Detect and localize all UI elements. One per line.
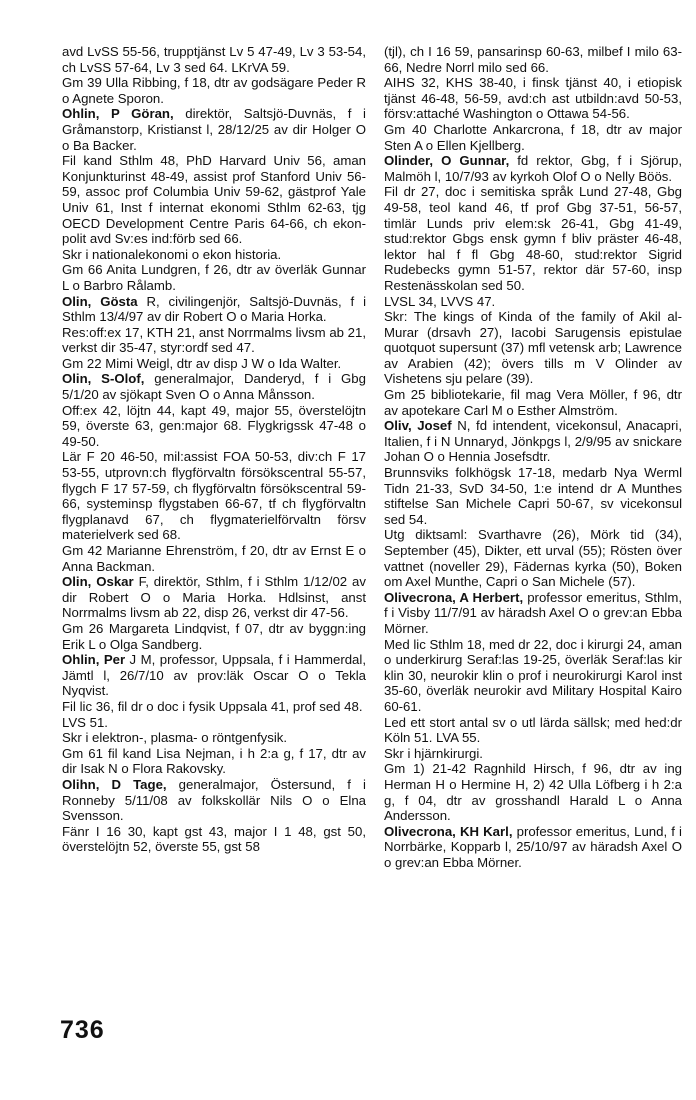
entry-text: Off:ex 42, löjtn 44, kapt 49, major 55, överstelöjtn 59, överste 63, gen:major 68. Flygkrigssk 47-48 o 49-50. (62, 402, 366, 449)
entry-text: Gm 22 Mimi Weigl, dtr av disp J W o Ida Walter. (62, 355, 342, 371)
entry-paragraph (384, 590, 682, 637)
entry-text: Gm 39 Ulla Ribbing, f 18, dtr av godsägare Peder R o Agnete Sporon. (62, 75, 366, 106)
entry-name: Ohlin, P Göran, (62, 106, 174, 122)
entry-paragraph (62, 106, 366, 153)
entry-text: avd LvSS 55-56, trupptjänst Lv 5 47-49, Lv 3 53-54, ch LvSS 57-64, Lv 3 sed 64. LKrVA 59. (62, 44, 366, 75)
entry-text: Led ett stort antal sv o utl lärda sällsk; med hed:dr Köln 51. LVA 55. (384, 714, 682, 746)
entry-paragraph (62, 44, 366, 75)
entry-paragraph (384, 761, 682, 823)
entry-paragraph (62, 325, 366, 356)
entry-name: Olihn, D Tage, (62, 776, 167, 792)
entry-paragraph (62, 262, 366, 293)
entry-paragraph (62, 715, 366, 731)
entry-text: generalmajor, Danderyd, f i Gbg 5/1/20 av sjökapt Sven O o Anna Månsson. (62, 371, 366, 403)
entry-paragraph (384, 309, 682, 387)
entry-paragraph (62, 621, 366, 652)
entry-paragraph (384, 527, 682, 589)
entry-text: generalmajor, Östersund, f i Ronneby 5/11/08 av folkskollär Nils O o Elna Svensson. (62, 776, 366, 824)
entry-paragraph (62, 699, 366, 715)
entry-text: Gm 66 Anita Lundgren, f 26, dtr av överläk Gunnar L o Barbro Rålamb. (62, 262, 366, 293)
entry-text: Gm 1) 21-42 Ragnhild Hirsch, f 96, dtr av ing Herman H o Hermine H, 2) 42 Ulla Löfberg i h 2:a g, f 04, dtr av grosshandl Harald L o Anna Andersson. (384, 761, 682, 824)
entry-paragraph (62, 403, 366, 450)
entry-text: Skr i hjärnkirurgi. (384, 745, 483, 761)
entry-text: N, fd intendent, vicekonsul, Anacapri, Italien, f i N Unnaryd, Jönkpgs l, 2/9/95 av snickare Johan O o Hennia Josefsdtr. (384, 418, 682, 465)
entry-paragraph (62, 247, 366, 263)
entry-paragraph (384, 387, 682, 418)
entry-paragraph (62, 777, 366, 824)
entry-paragraph (384, 75, 682, 122)
entry-paragraph (62, 574, 366, 621)
entry-text: Fil kand Sthlm 48, PhD Harvard Univ 56, aman Konjunkturinst 48-49, assist prof Stanford Univ 56-59, assoc prof Columbia Univ 59-62, gästprof Yale Univ 61, Inst f internat ekonomi Sthlm 62-63, tjg OECD Development Centre Paris 64-66, ch ekon-polit avd Sv:es ind:förb sed 66. (62, 153, 366, 247)
entry-name: Olinder, O Gunnar, (384, 153, 510, 169)
entry-text: (tjl), ch I 16 59, pansarinsp 60-63, milbef I milo 63-66, Nedre Norrl milo sed 66. (384, 44, 682, 75)
entry-text: Lär F 20 46-50, mil:assist FOA 50-53, div:ch F 17 53-55, utprovn:ch flygförvaltn försökscentral 55-57, flygch F 17 57-59, ch flygförvaltn försökscentral 59-66, systeminsp flygstaben 66-67, tf ch flygförvaltn flygplanavd 67, ch flygmaterielförvaltn försv materielverk sed 68. (62, 449, 366, 543)
entry-paragraph (62, 824, 366, 855)
entry-text: Gm 25 bibliotekarie, fil mag Vera Möller, f 96, dtr av apotekare Carl M o Esther Almström. (384, 387, 682, 418)
entry-text: Gm 40 Charlotte Ankarcrona, f 18, dtr av major Sten A o Ellen Kjellberg. (384, 121, 682, 153)
entry-text: Res:off:ex 17, KTH 21, anst Norrmalms livsm ab 21, verkst dir 35-47, styr:ordf sed 47. (62, 324, 366, 356)
entry-paragraph (62, 543, 366, 574)
entry-text: J M, professor, Uppsala, f i Hammerdal, Jämtl l, 26/7/10 av prov:läk Oscar O o Tekla Nyqvist. (62, 652, 366, 699)
entry-text: fd rektor, Gbg, f i Sjörup, Malmöh l, 10/7/93 av kyrkoh Olof O o Nelly Böös. (384, 153, 682, 184)
entry-paragraph (384, 153, 682, 184)
entry-text: Fil lic 36, fil dr o doc i fysik Uppsala 41, prof sed 48. (62, 698, 363, 714)
entry-paragraph (62, 746, 366, 777)
page-number: 736 (60, 1016, 105, 1044)
entry-text: Gm 42 Marianne Ehrenström, f 20, dtr av Ernst E o Anna Backman. (62, 543, 366, 574)
entry-paragraph (62, 294, 366, 325)
entry-text: Skr i elektron-, plasma- o röntgenfysik. (62, 730, 288, 746)
entry-name: Olivecrona, KH Karl, (384, 823, 513, 839)
entry-text: Brunnsviks folkhögsk 17-18, medarb Nya Werml Tidn 21-33, SvD 34-50, 1:e intend dr A Munthes stiftelse San Michele Capri 50-67, sv vicekonsul sed 54. (384, 465, 682, 527)
entry-text: AIHS 32, KHS 38-40, i finsk tjänst 40, i etiopisk tjänst 46-48, 56-59, avd:ch ast utbildn:avd 50-53, försv:attaché Washington o Ottawa 54-56. (384, 75, 682, 122)
entry-text: Fil dr 27, doc i semitiska språk Lund 27-48, Gbg 49-58, teol kand 46, tf prof Gbg 37-51, 56-57, timlär Lunds priv elem:sk 26-41, Gbg 41-49, stud:rektor Gbgs ensk gymn f bliv präster 46-48, lektor hal f fl Gbg 48-60, stud:rektor Sigrid Rudebecks gymn 51-57, rektor där 57-60, insp Restenässkolan sed 50. (384, 184, 682, 293)
left-column (62, 44, 366, 855)
entry-paragraph (62, 652, 366, 699)
entry-text: R, civilingenjör, Saltsjö-Duvnäs, f i Sthlm 13/4/97 av dir Robert O o Maria Horka. (62, 293, 366, 325)
entry-text: professor emeritus, Sthlm, f i Visby 11/7/91 av häradsh Axel O o grev:an Ebba Mörner. (384, 589, 682, 636)
entry-text: F, direktör, Sthlm, f i Sthlm 1/12/02 av dir Robert O o Maria Horka. Hdlsinst, anst Norrmalms livsm ab 22, disp 26, verkst dir 47-56. (62, 574, 366, 621)
entry-name: Olin, Oskar (62, 574, 134, 590)
entry-paragraph (384, 465, 682, 527)
entry-paragraph (384, 637, 682, 715)
entry-paragraph (384, 746, 682, 762)
entry-text: Gm 26 Margareta Lindqvist, f 07, dtr av byggn:ing Erik L o Olga Sandberg. (62, 620, 366, 652)
entry-text: direktör, Saltsjö-Duvnäs, f i Gråmanstorp, Kristianst l, 28/12/25 av dir Holger O o Ba Backer. (62, 106, 366, 153)
entry-paragraph (62, 730, 366, 746)
entry-name: Oliv, Josef (384, 418, 452, 434)
entry-text: LVSL 34, LVVS 47. (384, 293, 496, 309)
entry-paragraph (62, 449, 366, 543)
entry-text: professor emeritus, Lund, f i Norrbärke, Kopparb l, 25/10/97 av häradsh Axel O o grev:an Ebba Mörner. (384, 823, 682, 870)
entry-paragraph (384, 122, 682, 153)
entry-text: Utg diktsaml: Svarthavre (26), Mörk tid (34), September (45), Dikter, ett urval (55); Rösten över vattnet (noveller 29), Fädernas kyrka (50), Boken om Axel Munthe, Capri o San Michele (57). (384, 527, 682, 590)
entry-paragraph (384, 184, 682, 293)
entry-paragraph (384, 418, 682, 465)
entry-text: Gm 61 fil kand Lisa Nejman, i h 2:a g, f 17, dtr av dir Isak N o Flora Rakovsky. (62, 745, 366, 777)
entry-text: Skr: The kings of Kinda of the family of Akil al-Murar (drsavh 27), Iacobi Sarugensis epistulae quotquot supersunt (37) mfl vetensk arb; Lawrence av Arabien (42); övers tills m V Olinder av Vishetens sju pelare (39). (384, 309, 682, 387)
entry-paragraph (62, 356, 366, 372)
entry-paragraph (384, 294, 682, 310)
entry-text: Med lic Sthlm 18, med dr 22, doc i kirurgi 24, aman o underkirurg Seraf:las 19-25, överläk Seraf:las kir klin 30, neurokir klin o prof i neurokirurgi Karol inst 35-60, överläk neurokir avd Military Hospital Kairo 60-61. (384, 636, 682, 714)
entry-text: LVS 51. (62, 714, 108, 730)
entry-name: Olin, S-Olof, (62, 371, 145, 387)
entry-paragraph (384, 44, 682, 75)
entry-name: Olin, Gösta (62, 293, 138, 309)
entry-text: Skr i nationalekonomi o ekon historia. (62, 246, 282, 262)
entry-paragraph (384, 715, 682, 746)
entry-paragraph (62, 371, 366, 402)
entry-paragraph (62, 153, 366, 247)
entry-paragraph (62, 75, 366, 106)
entry-text: Fänr I 16 30, kapt gst 43, major I 1 48, gst 50, överstelöjtn 52, överste 55, gst 58 (62, 823, 366, 855)
entry-name: Olivecrona, A Herbert, (384, 589, 524, 605)
entry-paragraph (384, 824, 682, 871)
right-column (384, 44, 682, 870)
entry-name: Ohlin, Per (62, 652, 126, 668)
